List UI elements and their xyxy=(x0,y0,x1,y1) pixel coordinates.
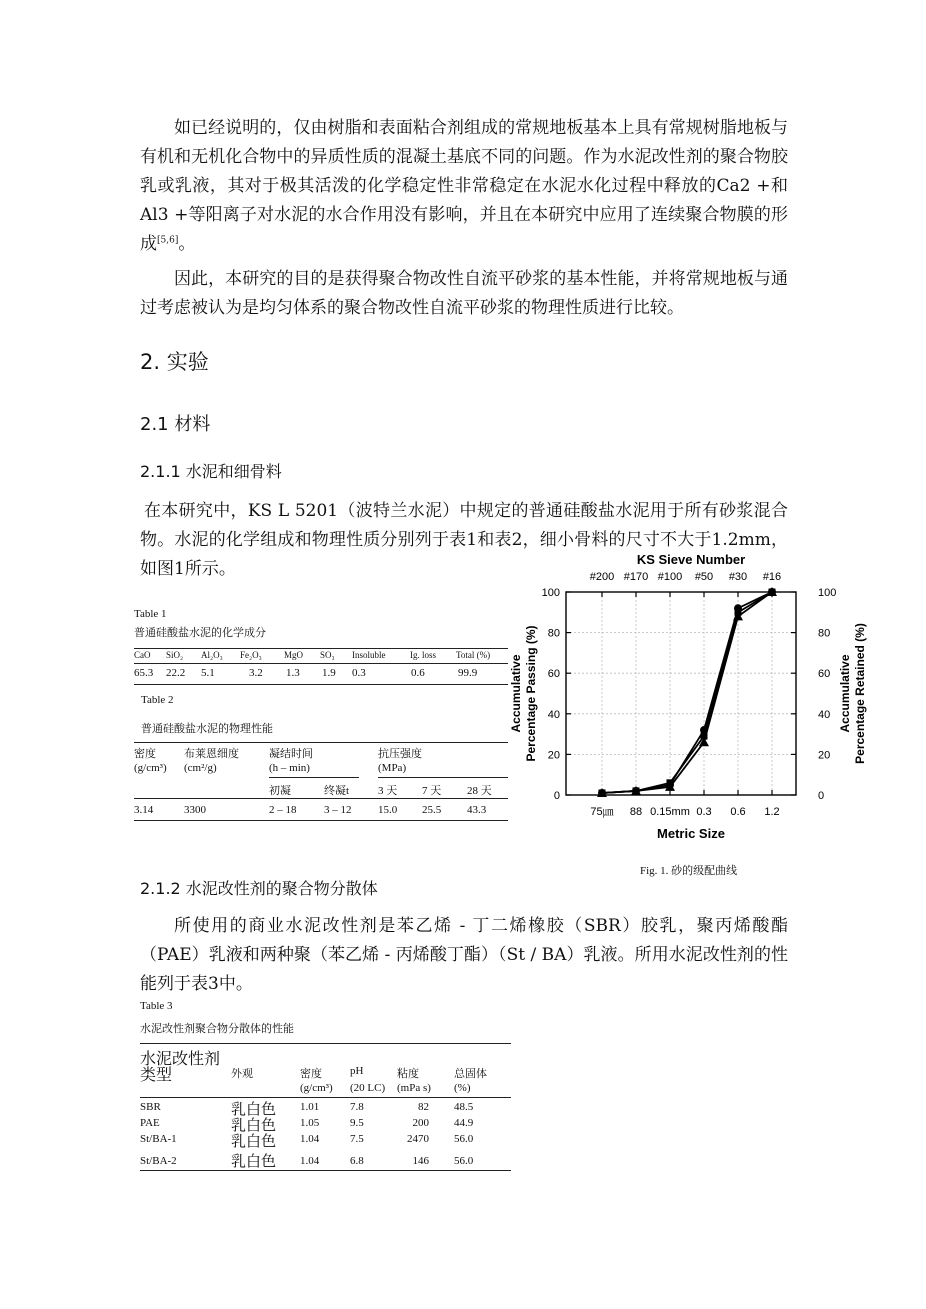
table-3-header-density-unit: (g/cm³) xyxy=(300,1082,333,1094)
series-line-curve-1 xyxy=(602,592,772,793)
table-3-header-solids-unit: (%) xyxy=(454,1082,471,1094)
table-3-header-viscosity-unit: (mPa s) xyxy=(397,1082,431,1094)
table-2-cell: 25.5 xyxy=(422,804,442,816)
intro-paragraph xyxy=(140,114,788,259)
series-line-curve-2 xyxy=(602,592,772,793)
table-3-cell: PAE xyxy=(140,1117,160,1129)
top-tick-label: #100 xyxy=(657,571,683,583)
table-rule xyxy=(134,820,508,821)
table-3-cell: 9.5 xyxy=(350,1117,364,1129)
table-3-cell: 2470 xyxy=(407,1133,429,1145)
table-3-cell: 1.01 xyxy=(300,1101,320,1113)
table-3-cell: 乳白色 xyxy=(231,1132,277,1150)
table-2-header-blaine: 布莱恩细度 xyxy=(184,748,239,760)
table-3-header-appearance: 外观 xyxy=(231,1068,253,1080)
table-2-cell: 43.3 xyxy=(467,804,487,816)
y-tick-label: 80 xyxy=(547,627,560,640)
table-3-header-solids: 总固体 xyxy=(454,1068,487,1080)
table-3-cell: 48.5 xyxy=(454,1101,474,1113)
table-rule xyxy=(378,777,508,778)
subsection-heading-materials: 2.1 材料 xyxy=(140,414,211,435)
table-3-cell: 146 xyxy=(412,1155,429,1167)
table-3-cell: 56.0 xyxy=(454,1133,474,1145)
table-1-cell: 0.3 xyxy=(352,667,366,679)
table-rule xyxy=(134,663,508,664)
table-3-cell: 6.8 xyxy=(350,1155,364,1167)
table-2-header-density: 密度 xyxy=(134,748,156,760)
table-3-cell: 乳白色 xyxy=(231,1116,277,1134)
y-tick-label: 60 xyxy=(547,668,560,681)
table-3-cell: St/BA-2 xyxy=(140,1155,177,1167)
grading-chart xyxy=(502,548,912,848)
table-1-title: 普通硅酸盐水泥的化学成分 xyxy=(134,627,266,639)
x-tick-label: 1.2 xyxy=(764,806,780,818)
table-2-header-setting: 凝结时间 xyxy=(269,748,313,760)
table-rule xyxy=(134,798,508,799)
table-2-subheader: 28 天 xyxy=(467,785,492,797)
y-axis-label-line2: Percentage Passing (%) xyxy=(524,625,538,762)
y-axis-label-line1: Accumulative xyxy=(509,654,523,733)
table-1-header-cell: Fe₂O₃ xyxy=(240,650,262,660)
table-3-header-ph: pH xyxy=(350,1065,364,1077)
table-rule xyxy=(134,648,508,649)
table-1-label: Table 1 xyxy=(134,608,167,620)
table-2-cell: 3300 xyxy=(184,804,206,816)
intro-paragraph-end: 。 xyxy=(178,234,196,254)
table-3 xyxy=(140,1000,512,1172)
table-rule xyxy=(140,1170,511,1171)
subsubsection-heading-cement: 2.1.1 水泥和细骨料 xyxy=(140,462,282,481)
x-tick-label: 75㎛ xyxy=(590,806,614,818)
table-2-cell: 15.0 xyxy=(378,804,398,816)
table-rule xyxy=(134,684,508,685)
table-2-subheader: 终凝t xyxy=(324,785,350,797)
table-2-title: 普通硅酸盐水泥的物理性能 xyxy=(141,723,273,735)
table-2-cell: 2 – 18 xyxy=(269,804,297,816)
figure-1 xyxy=(502,548,912,848)
x-tick-label: 88 xyxy=(629,806,643,818)
x-tick-label: 0.6 xyxy=(730,806,746,818)
table-1-header-cell: Total (%) xyxy=(456,650,491,660)
table-1 xyxy=(134,608,509,688)
table-1-cell: 3.2 xyxy=(249,667,263,679)
table-rule xyxy=(140,1097,511,1098)
y2-axis-label-line2: Percentage Retained (%) xyxy=(853,623,867,764)
table-3-cell: 7.8 xyxy=(350,1101,364,1113)
table-1-header-cell: Al₂O₃ xyxy=(201,650,223,660)
citation-ref: [5,6] xyxy=(157,235,179,246)
x-tick-label: 0.3 xyxy=(696,806,712,818)
series-line-curve-3 xyxy=(602,592,772,793)
table-3-cell: 82 xyxy=(418,1101,429,1113)
table-2-subheader: 3 天 xyxy=(378,785,398,797)
top-tick-label: #30 xyxy=(728,571,748,583)
table-rule xyxy=(140,1043,511,1044)
table-1-cell: 1.3 xyxy=(286,667,300,679)
table-1-header-cell: MgO xyxy=(284,650,304,660)
table-3-title: 水泥改性剂聚合物分散体的性能 xyxy=(140,1023,294,1035)
table-2-cell: 3 – 12 xyxy=(324,804,352,816)
polymer-paragraph: 所使用的商业水泥改性剂是苯乙烯 - 丁二烯橡胶（SBR）胶乳，聚丙烯酸酯（PAE）乳液和两种聚（苯乙烯 - 丙烯酸丁酯）（St / BA）乳液。所用水泥改性剂的性能列于表3中。 xyxy=(140,916,788,994)
table-2-header-density-unit: (g/cm³) xyxy=(134,762,167,774)
table-2-subheader: 7 天 xyxy=(422,785,442,797)
table-3-header-type: 水泥改性剂 xyxy=(140,1049,221,1068)
y2-tick-label: 100 xyxy=(818,587,837,599)
x-axis-label: Metric Size xyxy=(657,826,725,841)
table-3-header-density: 密度 xyxy=(300,1068,322,1080)
table-1-cell: 1.9 xyxy=(322,667,336,679)
table-2-subheader: 初凝 xyxy=(269,785,291,797)
table-2-header-setting-unit: (h – min) xyxy=(269,762,310,774)
subsubsection-heading-polymer: 2.1.2 水泥改性剂的聚合物分散体 xyxy=(140,879,378,898)
table-3-cell: 1.04 xyxy=(300,1133,320,1145)
y2-axis-label-line1: Accumulative xyxy=(838,654,852,733)
plot-frame xyxy=(566,592,796,795)
table-1-cell: 0.6 xyxy=(411,667,425,679)
table-1-header-cell: CaO xyxy=(134,650,151,660)
top-tick-label: #170 xyxy=(623,571,649,583)
table-3-cell: 44.9 xyxy=(454,1117,474,1129)
y-tick-label: 100 xyxy=(541,587,560,599)
table-3-cell: 56.0 xyxy=(454,1155,474,1167)
table-3-header-ph-unit: (20 LC) xyxy=(350,1082,386,1094)
table-1-cell: 65.3 xyxy=(134,667,154,679)
y2-tick-label: 80 xyxy=(818,627,831,640)
chart-title: KS Sieve Number xyxy=(636,552,746,567)
y2-tick-label: 40 xyxy=(818,708,831,721)
table-3-cell: 1.05 xyxy=(300,1117,320,1129)
table-3-cell: St/BA-1 xyxy=(140,1133,177,1145)
table-1-header-cell: SiO₂ xyxy=(166,650,184,660)
top-tick-label: #50 xyxy=(694,571,714,583)
table-2-header-blaine-unit: (cm²/g) xyxy=(184,762,217,774)
table-1-cell: 5.1 xyxy=(201,667,215,679)
y-tick-label: 20 xyxy=(547,749,560,762)
table-2-header-strength: 抗压强度 xyxy=(378,748,422,760)
table-3-cell: 7.5 xyxy=(350,1133,364,1145)
x-tick-label: 0.15mm xyxy=(650,806,690,818)
top-tick-label: #200 xyxy=(589,571,615,583)
table-3-label: Table 3 xyxy=(140,1000,173,1012)
table-3-cell: 1.04 xyxy=(300,1155,320,1167)
y2-tick-label: 0 xyxy=(818,790,825,802)
table-1-header-cell: Ig. loss xyxy=(410,650,437,660)
table-3-cell: 乳白色 xyxy=(231,1152,277,1170)
table-3-header-type-2: 类型 xyxy=(140,1065,173,1084)
y2-tick-label: 60 xyxy=(818,668,831,681)
section-heading-experiment: 2. 实验 xyxy=(140,350,209,374)
cement-paragraph: 在本研究中，KS L 5201（波特兰水泥）中规定的普通硅酸盐水泥用于所有砂浆混合物。水泥的化学组成和物理性质分别列于表1和表2，细小骨料的尺寸不大于1.2mm，如图1所示。 xyxy=(140,501,788,579)
table-3-cell: 200 xyxy=(412,1117,429,1129)
intro-paragraph-text: 如已经说明的，仅由树脂和表面粘合剂组成的常规地板基本上具有常规树脂地板与有机和无机化合物中的异质性质的混凝土基底不同的问题。作为水泥改性剂的聚合物胶乳或乳液，其对于极其活泼的化学稳定性非常稳定在水泥水化过程中释放的Ca2 +和Al3 +等阳离子对水泥的水合作用没有影响，并且在本研究中应用了连续聚合物膜的形成 xyxy=(140,118,788,254)
table-3-cell: SBR xyxy=(140,1101,161,1113)
y-tick-label: 40 xyxy=(547,708,560,721)
table-2-label: Table 2 xyxy=(141,694,174,706)
aim-paragraph: 因此，本研究的目的是获得聚合物改性自流平砂浆的基本性能，并将常规地板与通过考虑被认为是均匀体系的聚合物改性自流平砂浆的物理性质进行比较。 xyxy=(140,269,788,318)
table-1-header-cell: SO₃ xyxy=(320,650,335,660)
table-2 xyxy=(134,694,510,824)
figure-1-caption: Fig. 1. 砂的级配曲线 xyxy=(640,865,738,877)
table-1-cell: 99.9 xyxy=(458,667,478,679)
table-3-cell: 乳白色 xyxy=(231,1100,277,1118)
table-2-cell: 3.14 xyxy=(134,804,154,816)
table-1-header-cell: Insoluble xyxy=(352,650,386,660)
y-tick-label: 0 xyxy=(553,790,560,802)
table-rule xyxy=(269,777,359,778)
table-rule xyxy=(134,742,508,743)
table-3-header-viscosity: 粘度 xyxy=(397,1068,419,1080)
y2-tick-label: 20 xyxy=(818,749,831,762)
table-1-cell: 22.2 xyxy=(166,667,186,679)
table-2-header-strength-unit: (MPa) xyxy=(378,762,407,774)
top-tick-label: #16 xyxy=(762,571,782,583)
